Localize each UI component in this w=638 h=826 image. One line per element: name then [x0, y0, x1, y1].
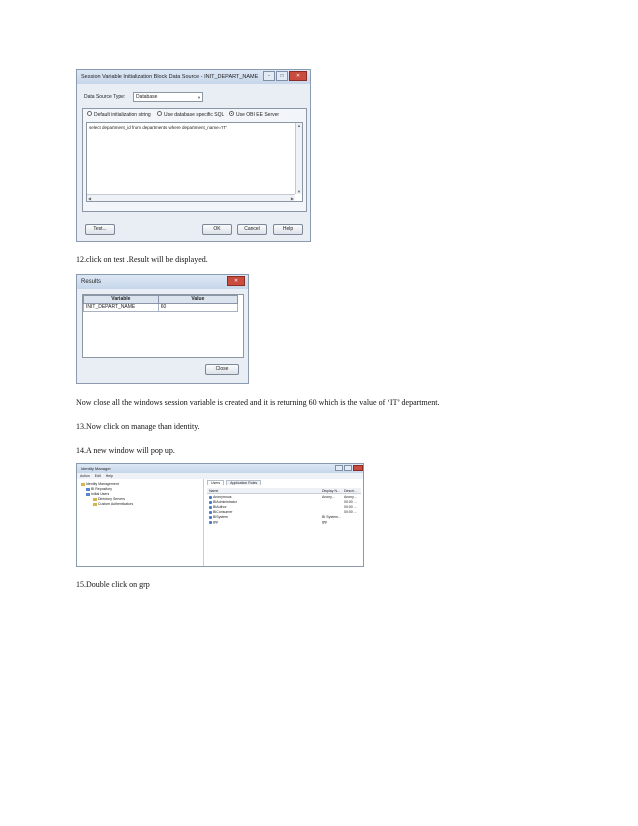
col-name[interactable]: Name — [209, 489, 219, 493]
tree-item-custom-authenticators[interactable]: Custom Authenticators — [81, 502, 133, 507]
results-panel — [82, 294, 244, 358]
results-title-bar — [77, 275, 248, 289]
scroll-right-icon: ▶ — [290, 196, 294, 201]
tab-application-roles[interactable]: Application Roles — [226, 480, 261, 485]
data-source-type-select[interactable] — [133, 92, 203, 102]
results-close-x-button[interactable]: ✕ — [227, 276, 245, 286]
help-button[interactable]: Help — [273, 224, 303, 235]
column-header-variable[interactable]: Variable — [84, 296, 159, 304]
close-x-button[interactable]: ✕ — [289, 71, 307, 81]
radio-default-init[interactable]: Default initialization string — [87, 112, 151, 119]
repository-icon — [86, 488, 90, 491]
folder-icon — [93, 503, 97, 506]
splitter[interactable] — [203, 479, 204, 566]
tree-item-initial-users[interactable]: Initial Users — [81, 492, 133, 497]
menu-bar — [77, 473, 363, 479]
sql-textarea[interactable] — [86, 122, 303, 202]
step-13-text: 13.Now click on manage than identity. — [76, 422, 200, 431]
step-close-text: Now close all the windows session variable is created and it is returning 60 which is the value of ‘IT’ department. — [76, 398, 440, 407]
step-14-text: 14.A new window will pop up. — [76, 446, 175, 455]
step-12-text: 12.click on test .Result will be displayed. — [76, 255, 208, 264]
im-close-button[interactable] — [353, 465, 363, 471]
tree-item-directory-servers[interactable]: Directory Servers — [81, 497, 133, 502]
sql-vertical-scrollbar[interactable] — [295, 123, 302, 194]
results-table — [83, 295, 238, 312]
dropdown-arrow-icon: ▼ — [197, 95, 201, 100]
dialog-title-bar — [77, 70, 310, 84]
list-item[interactable]: grp grp — [209, 520, 359, 525]
users-list — [209, 495, 359, 525]
results-dialog — [76, 274, 249, 384]
menu-edit[interactable]: Edit — [94, 474, 101, 478]
dialog-title: Session Variable Initialization Block Data Source - INIT_DEPART_NAME — [81, 74, 259, 80]
menu-action[interactable]: Action — [80, 474, 90, 478]
step-15-text: 15.Double click on grp — [76, 580, 150, 589]
radio-db-specific-sql[interactable]: Use database specific SQL — [157, 112, 224, 119]
tab-users[interactable]: Users — [207, 480, 224, 485]
cell-variable: INIT_DEPART_NAME — [84, 304, 159, 312]
list-item[interactable]: BISystem BI System... — [209, 515, 359, 520]
user-icon — [209, 521, 212, 524]
identity-tree — [81, 482, 133, 507]
column-header-value[interactable]: Value — [158, 296, 237, 304]
radio-obi-ee-icon — [229, 111, 234, 116]
radio-default-icon — [87, 111, 92, 116]
users-icon — [86, 493, 90, 496]
user-icon — [209, 516, 212, 519]
col-description[interactable]: Descri... — [344, 489, 357, 493]
results-title: Results — [81, 279, 102, 285]
sql-text: select department_id from departments where department_name='IT' — [89, 125, 227, 130]
tab-strip — [207, 481, 261, 486]
scroll-left-icon: ◀ — [88, 196, 92, 201]
session-variable-dialog — [76, 69, 311, 242]
im-maximize-button[interactable] — [344, 465, 352, 471]
list-item[interactable]: BIAdministrator 00:00 ... — [209, 500, 359, 505]
ok-button[interactable]: OK — [202, 224, 232, 235]
radio-db-specific-icon — [157, 111, 162, 116]
menu-help[interactable]: Help — [105, 474, 113, 478]
folder-icon — [93, 498, 97, 501]
scroll-down-icon: ▼ — [297, 189, 301, 194]
data-source-type-label: Data Source Type: — [84, 94, 126, 100]
table-row — [84, 304, 238, 312]
list-item[interactable]: BIConsumer 00:00 ... — [209, 510, 359, 515]
sql-horizontal-scrollbar[interactable] — [87, 194, 295, 201]
scroll-up-icon: ▲ — [297, 123, 301, 128]
tree-item-identity-management[interactable]: Identity Management — [81, 482, 133, 487]
identity-manager-title: Identity Manager — [81, 466, 111, 471]
list-item[interactable]: Anonymous Anony... Anony... — [209, 495, 359, 500]
identity-manager-window — [76, 463, 364, 567]
maximize-button[interactable]: □ — [276, 71, 288, 81]
results-header-row — [84, 296, 238, 304]
data-source-type-value: Database — [136, 94, 158, 100]
user-icon — [209, 496, 212, 499]
im-minimize-button[interactable] — [335, 465, 343, 471]
folder-icon — [81, 483, 85, 486]
results-close-button[interactable]: Close — [205, 364, 239, 375]
identity-manager-title-bar — [77, 464, 363, 473]
users-list-header — [207, 488, 361, 494]
cell-value: 60 — [158, 304, 237, 312]
user-icon — [209, 511, 212, 514]
test-button[interactable]: Test... — [85, 224, 115, 235]
list-item[interactable]: BIAuthor 00:00 ... — [209, 505, 359, 510]
user-icon — [209, 506, 212, 509]
user-icon — [209, 501, 212, 504]
radio-obi-ee-server[interactable]: Use OBI EE Server — [229, 112, 279, 119]
cancel-button[interactable]: Cancel — [237, 224, 267, 235]
col-display-name[interactable]: Display N... — [322, 489, 340, 493]
tree-item-bi-repository[interactable]: BI Repository — [81, 487, 133, 492]
minimize-button[interactable]: - — [263, 71, 275, 81]
